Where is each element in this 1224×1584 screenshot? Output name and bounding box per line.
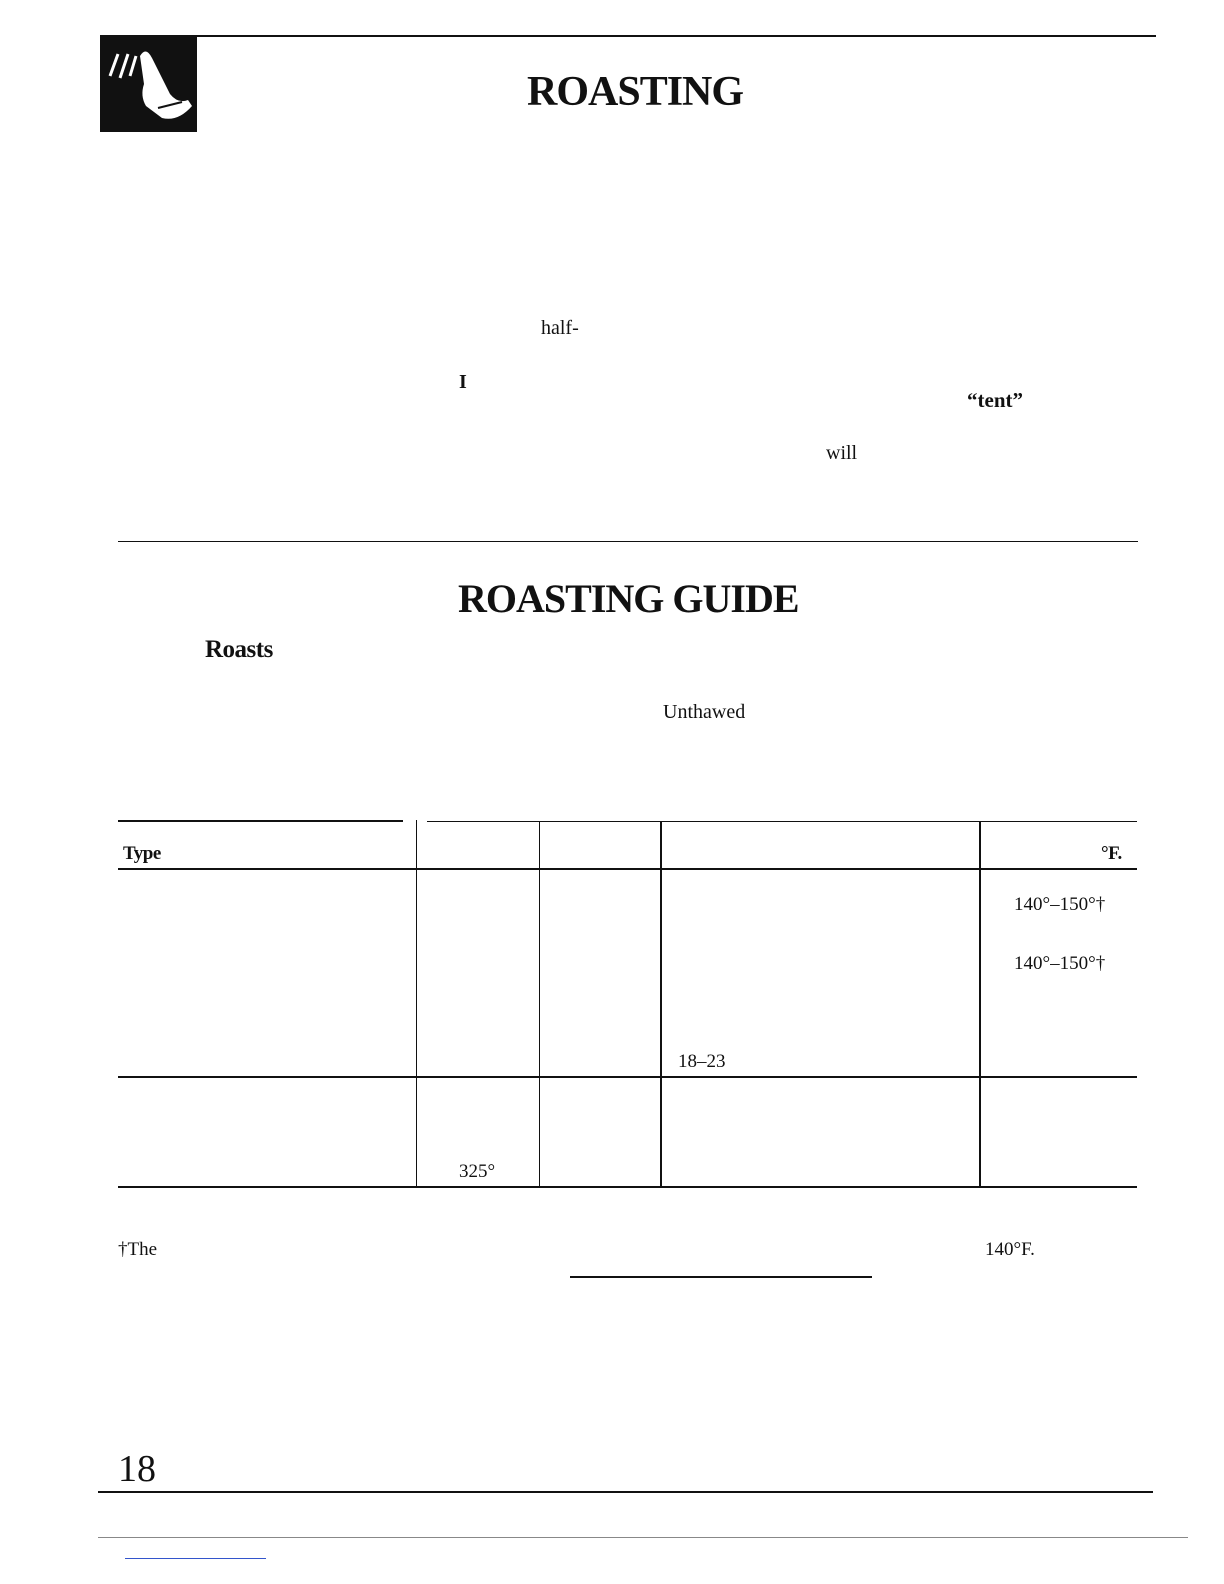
text-half: half- — [541, 317, 579, 339]
hand-pointing-icon — [100, 36, 197, 132]
table-col-divider-3 — [660, 822, 662, 1187]
table-top-rule-right — [427, 821, 1137, 822]
footer-rule — [98, 1491, 1153, 1493]
text-will: will — [826, 442, 858, 464]
table-col-divider-2 — [539, 822, 540, 1187]
cell-minutes: 18–23 — [678, 1051, 726, 1072]
guide-subtitle: Roasts — [205, 636, 273, 663]
guide-title: ROASTING GUIDE — [458, 576, 799, 621]
table-col-divider-4 — [979, 822, 981, 1187]
text-roman-i: I — [459, 371, 467, 393]
section-divider — [118, 541, 1138, 542]
text-unthawed: Unthawed — [663, 701, 746, 723]
text-tent: “tent” — [967, 388, 1023, 412]
footer-blue-rule — [125, 1558, 266, 1559]
table-top-rule-left — [118, 820, 403, 822]
cell-oven-temp: 325° — [459, 1161, 496, 1182]
footnote-start: †The — [118, 1239, 158, 1260]
cell-internal-temp-1: 140°–150°† — [1014, 894, 1106, 915]
footnote-underline — [570, 1276, 872, 1278]
column-header-degrees: °F. — [1101, 843, 1122, 864]
cell-internal-temp-2: 140°–150°† — [1014, 953, 1106, 974]
page-number: 18 — [118, 1448, 156, 1490]
footnote-end: 140°F. — [985, 1239, 1035, 1260]
page-title: ROASTING — [527, 69, 744, 115]
column-header-type: Type — [123, 843, 161, 864]
table-middle-rule — [118, 1076, 1137, 1078]
footer-thin-rule — [98, 1537, 1188, 1538]
table-header-rule — [118, 868, 1137, 870]
table-bottom-rule — [118, 1186, 1137, 1188]
table-col-divider-1 — [416, 820, 417, 1187]
header-top-rule — [100, 35, 1156, 37]
